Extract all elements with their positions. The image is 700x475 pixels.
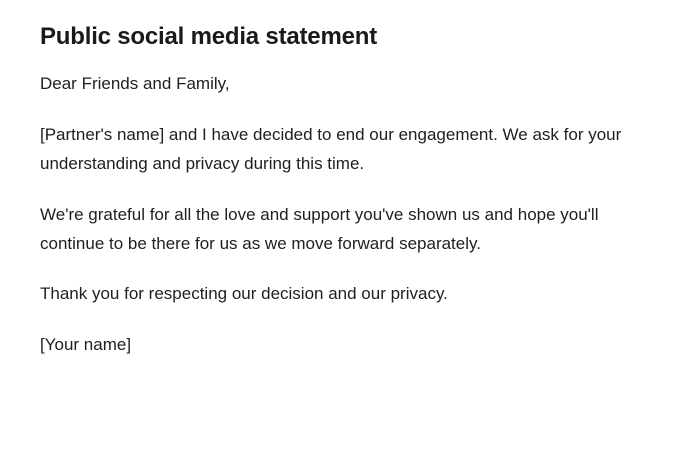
paragraph-gratitude: We're grateful for all the love and support you've shown us and hope you'll continue to be there for us as we move forward separately. (40, 204, 599, 253)
paragraph-thanks: Thank you for respecting our decision and our privacy. (40, 284, 448, 304)
page-title: Public social media statement (40, 23, 377, 50)
paragraph-salutation: Dear Friends and Family, (40, 74, 230, 93)
document-body (40, 70, 660, 360)
paragraph-announcement: [Partner's name] and I have decided to end our engagement. We ask for your understanding and privacy during this time. (40, 124, 622, 173)
paragraph-signature: [Your name] (40, 335, 132, 355)
